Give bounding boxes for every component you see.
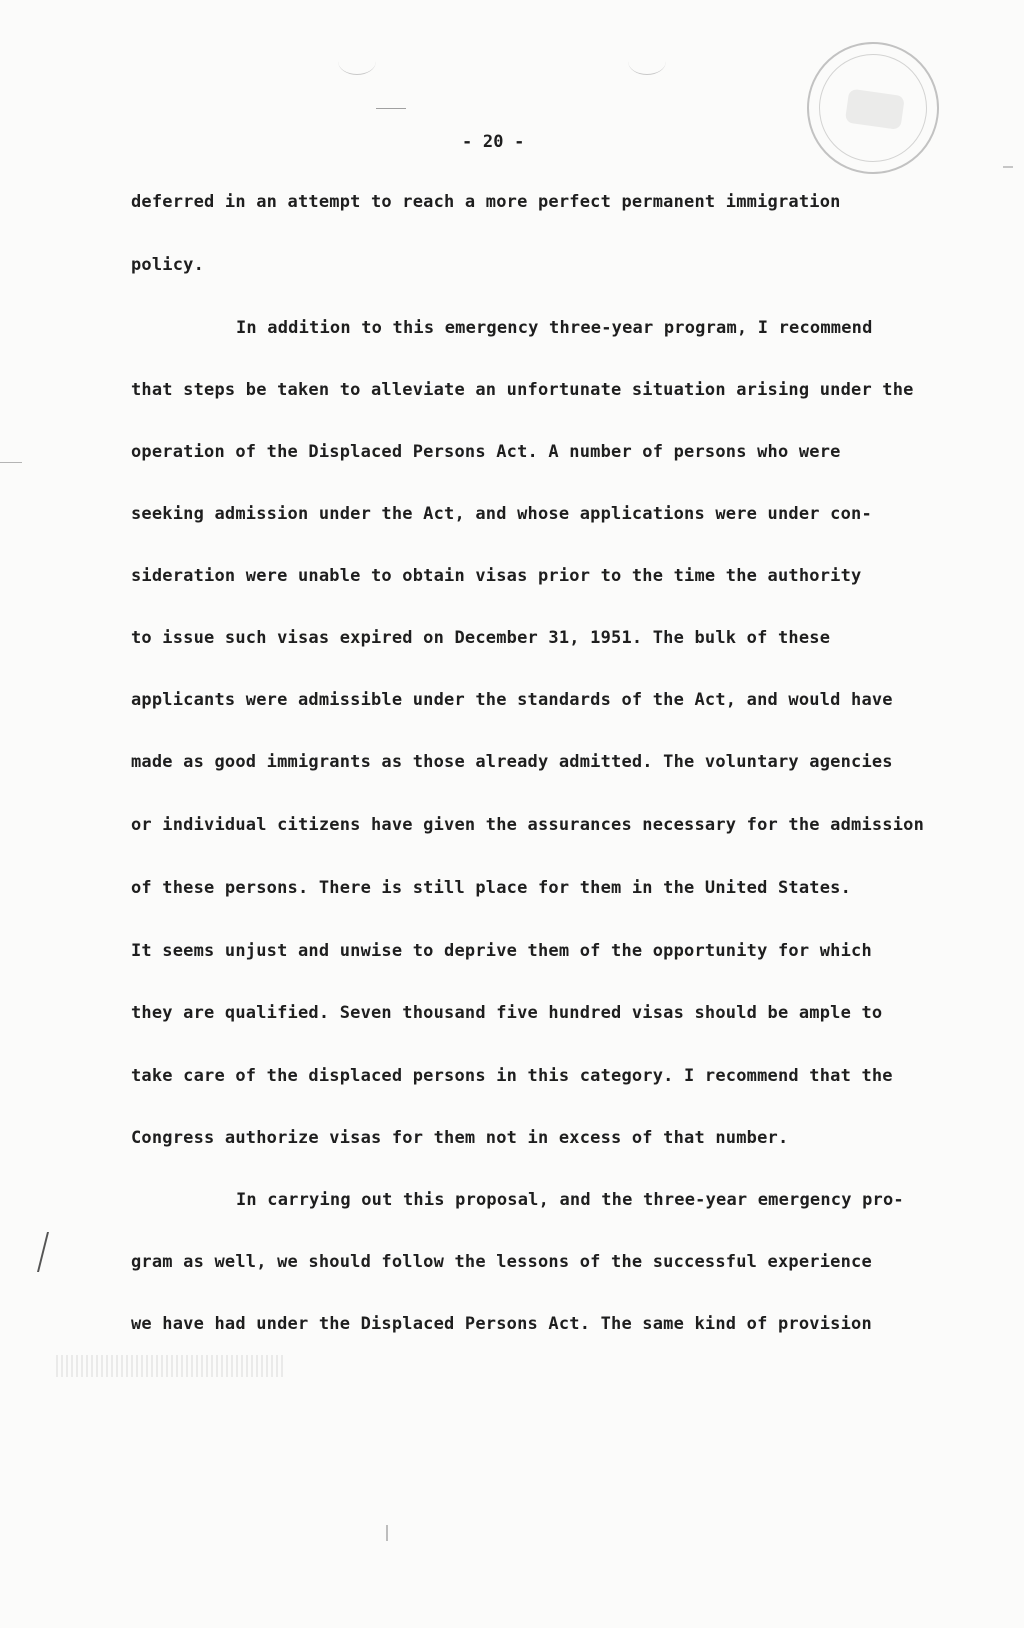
text-line: policy. <box>131 255 205 275</box>
pencil-dash-mark <box>376 108 406 109</box>
text-line: deferred in an attempt to reach a more perfect permanent immigration <box>131 192 841 212</box>
punch-hole-mark <box>338 48 376 75</box>
text-line: applicants were admissible under the standards of the Act, and would have <box>131 690 893 710</box>
punch-hole-mark <box>628 48 666 75</box>
text-line: In carrying out this proposal, and the three-year emergency pro- <box>236 1190 904 1210</box>
archive-stamp <box>798 33 947 182</box>
text-line: It seems unjust and unwise to deprive them of the opportunity for which <box>131 941 872 961</box>
text-line: In addition to this emergency three-year program, I recommend <box>236 318 873 338</box>
text-line: or individual citizens have given the assurances necessary for the admission <box>131 815 925 835</box>
text-line: of these persons. There is still place for them in the United States. <box>131 878 852 898</box>
text-line: made as good immigrants as those already admitted. The voluntary agencies <box>131 752 893 772</box>
text-line: gram as well, we should follow the lessons of the successful experience <box>131 1252 872 1272</box>
handwritten-margin-mark <box>37 1232 63 1272</box>
text-line: we have had under the Displaced Persons Act. The same kind of provision <box>131 1314 872 1334</box>
text-line: Congress authorize visas for them not in excess of that number. <box>131 1128 789 1148</box>
page-number: - 20 - <box>462 132 525 152</box>
scan-noise <box>56 1355 286 1377</box>
margin-tick <box>0 462 22 463</box>
text-line: operation of the Displaced Persons Act. A number of persons who were <box>131 442 841 462</box>
bottom-tick-mark <box>386 1525 388 1541</box>
text-line: seeking admission under the Act, and whose applications were under con- <box>131 504 872 524</box>
margin-speck <box>1003 166 1013 168</box>
text-line: they are qualified. Seven thousand five hundred visas should be ample to <box>131 1003 883 1023</box>
text-line: sideration were unable to obtain visas prior to the time the authority <box>131 566 862 586</box>
text-line: that steps be taken to alleviate an unfortunate situation arising under the <box>131 380 914 400</box>
text-line: take care of the displaced persons in this category. I recommend that the <box>131 1066 893 1086</box>
text-line: to issue such visas expired on December 31, 1951. The bulk of these <box>131 628 831 648</box>
